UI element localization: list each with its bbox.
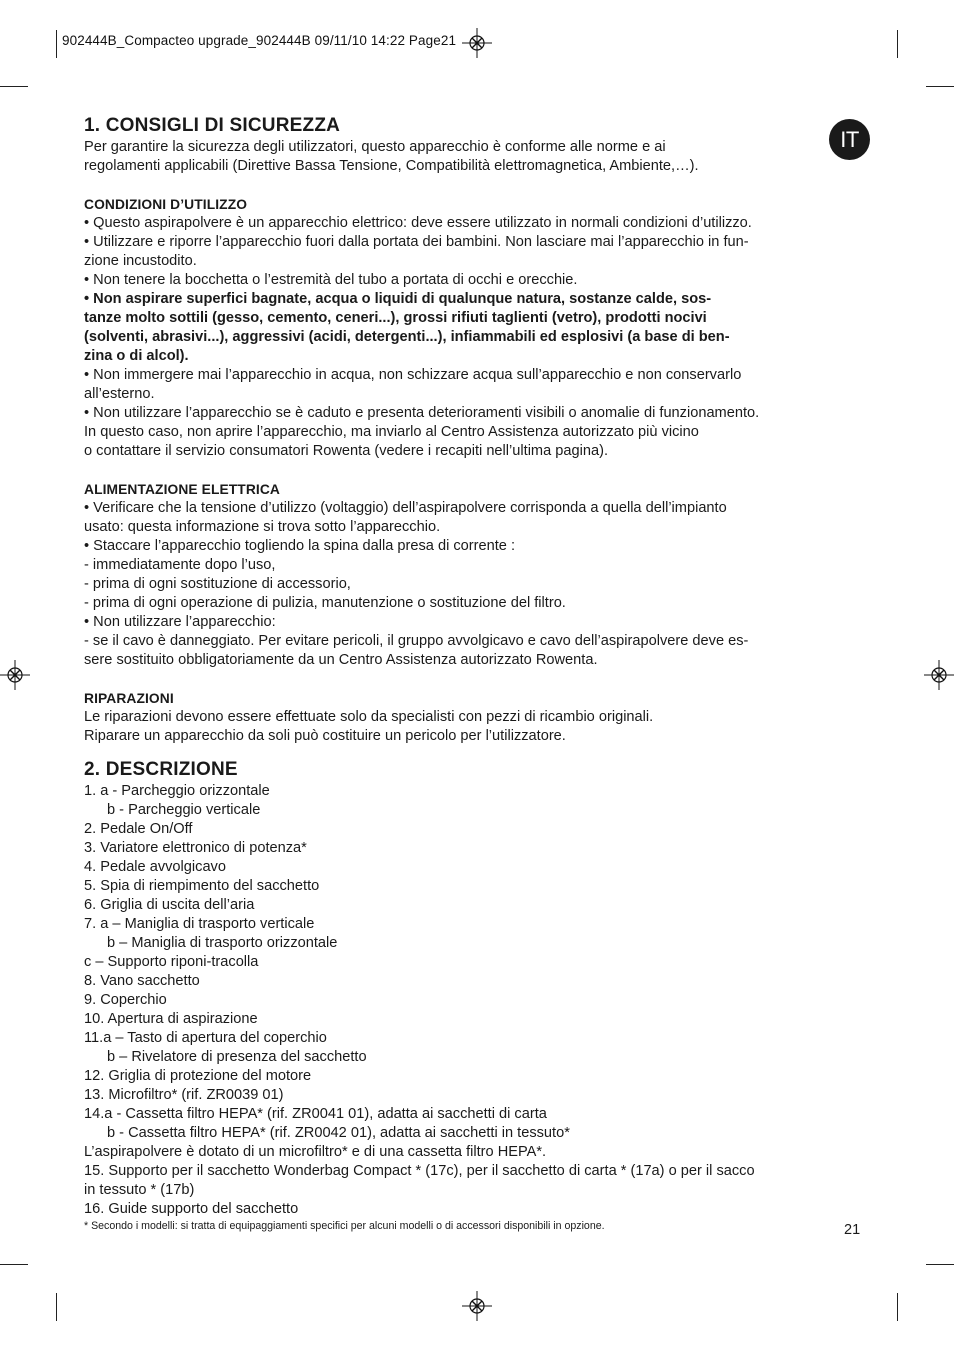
text-line: regolamenti applicabili (Direttive Bassa Tensione, Compatibilità elettromagnetica, Ambiente,…).: [84, 158, 699, 174]
warning-line: tanze molto sottili (gesso, cemento, ceneri...), grossi rifiuti taglienti (vetro), prodotti nocivi: [84, 310, 707, 326]
crop-mark-bottom-left-h: [0, 1264, 28, 1265]
text-line: Per garantire la sicurezza degli utilizzatori, questo apparecchio è conforme alle norme e ai: [84, 139, 666, 155]
list-item: 12. Griglia di protezione del motore: [84, 1068, 312, 1084]
crop-mark-top-left-v: [56, 30, 57, 58]
list-item: b - Parcheggio verticale: [107, 802, 261, 818]
list-item: 6. Griglia di uscita dell’aria: [84, 897, 255, 913]
registration-mark-bottom-icon: [462, 1291, 492, 1321]
text-line: o contattare il servizio consumatori Rowenta (vedere i recapiti nell’ultima pagina).: [84, 443, 608, 459]
registration-mark-left-icon: [0, 660, 30, 690]
list-item: 2. Pedale On/Off: [84, 821, 193, 837]
text-line: • Non immergere mai l’apparecchio in acqua, non schizzare acqua sull’apparecchio e non conservarlo: [84, 367, 742, 383]
text-line: - prima di ogni sostituzione di accessorio,: [84, 576, 351, 592]
crop-mark-top-left-h: [0, 86, 28, 87]
list-item: c – Supporto riponi-tracolla: [84, 954, 259, 970]
crop-mark-top-right-v: [897, 30, 898, 58]
text-line: • Non tenere la bocchetta o l’estremità del tubo a portata di occhi e orecchie.: [84, 272, 578, 288]
text-line: sere sostituito obbligatoriamente da un Centro Assistenza autorizzato Rowenta.: [84, 652, 598, 668]
list-item: 3. Variatore elettronico di potenza*: [84, 840, 307, 856]
list-item: L’aspirapolvere è dotato di un microfiltro* e di una cassetta filtro HEPA*.: [84, 1144, 547, 1160]
text-line: - prima di ogni operazione di pulizia, manutenzione o sostituzione del filtro.: [84, 595, 566, 611]
list-item: 9. Coperchio: [84, 992, 167, 1008]
subheading-repairs: RIPARAZIONI: [84, 691, 174, 706]
warning-line: (solventi, abrasivi...), aggressivi (acidi, detergenti...), infiammabili ed esplosivi (a base di ben-: [84, 329, 730, 345]
warning-line: • Non aspirare superfici bagnate, acqua o liquidi di qualunque natura, sostanze calde, sos-: [84, 291, 712, 307]
page-number: 21: [844, 1222, 861, 1238]
registration-mark-top-icon: [462, 28, 492, 58]
list-item: 4. Pedale avvolgicavo: [84, 859, 226, 875]
text-line: • Staccare l’apparecchio togliendo la spina dalla presa di corrente :: [84, 538, 516, 554]
text-line: - immediatamente dopo l’uso,: [84, 557, 276, 573]
crop-mark-bottom-right-h: [926, 1264, 954, 1265]
section-title-description: 2. DESCRIZIONE: [84, 759, 238, 780]
list-item: 13. Microfiltro* (rif. ZR0039 01): [84, 1087, 284, 1103]
language-badge: IT: [829, 119, 870, 160]
text-line: • Verificare che la tensione d’utilizzo (voltaggio) dell’aspirapolvere corrisponda a quella dell’impianto: [84, 500, 727, 516]
registration-mark-right-icon: [924, 660, 954, 690]
text-line: Le riparazioni devono essere effettuate solo da specialisti con pezzi di ricambio originali.: [84, 709, 654, 725]
warning-line: zina o di alcol).: [84, 348, 189, 364]
crop-mark-bottom-left-v: [56, 1293, 57, 1321]
list-item: 1. a - Parcheggio orizzontale: [84, 783, 270, 799]
text-line: • Non utilizzare l’apparecchio:: [84, 614, 276, 630]
text-line: zione incustodito.: [84, 253, 197, 269]
print-slug: 902444B_Compacteo upgrade_902444B 09/11/10 14:22 Page21: [62, 33, 457, 48]
list-item: b – Maniglia di trasporto orizzontale: [107, 935, 338, 951]
text-line: usato: questa informazione si trova sotto l’apparecchio.: [84, 519, 441, 535]
list-item: 11.a – Tasto di apertura del coperchio: [84, 1030, 327, 1046]
list-item: 8. Vano sacchetto: [84, 973, 200, 989]
text-line: • Utilizzare e riporre l’apparecchio fuori dalla portata dei bambini. Non lasciare mai l’apparecchio in fun-: [84, 234, 749, 250]
footnote: * Secondo i modelli: si tratta di equipaggiamenti specifici per alcuni modelli o di accessori disponibili in opzione.: [84, 1220, 605, 1232]
list-item: 16. Guide supporto del sacchetto: [84, 1201, 299, 1217]
list-item: 7. a – Maniglia di trasporto verticale: [84, 916, 315, 932]
list-item: 5. Spia di riempimento del sacchetto: [84, 878, 320, 894]
list-item: 10. Apertura di aspirazione: [84, 1011, 258, 1027]
crop-mark-top-right-h: [926, 86, 954, 87]
crop-mark-bottom-right-v: [897, 1293, 898, 1321]
section-title-safety: 1. CONSIGLI DI SICUREZZA: [84, 115, 341, 136]
text-line: • Questo aspirapolvere è un apparecchio elettrico: deve essere utilizzato in normali condizioni d’utilizzo.: [84, 215, 752, 231]
text-line: In questo caso, non aprire l’apparecchio, ma inviarlo al Centro Assistenza autorizzato più vicino: [84, 424, 699, 440]
list-item: b - Cassetta filtro HEPA* (rif. ZR0042 01), adatta ai sacchetti in tessuto*: [107, 1125, 570, 1141]
text-line: • Non utilizzare l’apparecchio se è caduto e presenta deterioramenti visibili o anomalie di funzionamento.: [84, 405, 760, 421]
list-item: 14.a - Cassetta filtro HEPA* (rif. ZR0041 01), adatta ai sacchetti di carta: [84, 1106, 547, 1122]
list-item: in tessuto * (17b): [84, 1182, 195, 1198]
text-line: - se il cavo è danneggiato. Per evitare pericoli, il gruppo avvolgicavo e cavo dell’aspirapolvere deve es-: [84, 633, 749, 649]
subheading-power: ALIMENTAZIONE ELETTRICA: [84, 482, 280, 497]
text-line: Riparare un apparecchio da soli può costituire un pericolo per l’utilizzatore.: [84, 728, 566, 744]
list-item: b – Rivelatore di presenza del sacchetto: [107, 1049, 367, 1065]
subheading-conditions: CONDIZIONI D’UTILIZZO: [84, 197, 248, 212]
text-line: all’esterno.: [84, 386, 155, 402]
description-list: [84, 782, 874, 1219]
page-content: [84, 114, 874, 1233]
list-item: 15. Supporto per il sacchetto Wonderbag Compact * (17c), per il sacchetto di carta * (17a) o per il sacco: [84, 1163, 755, 1179]
